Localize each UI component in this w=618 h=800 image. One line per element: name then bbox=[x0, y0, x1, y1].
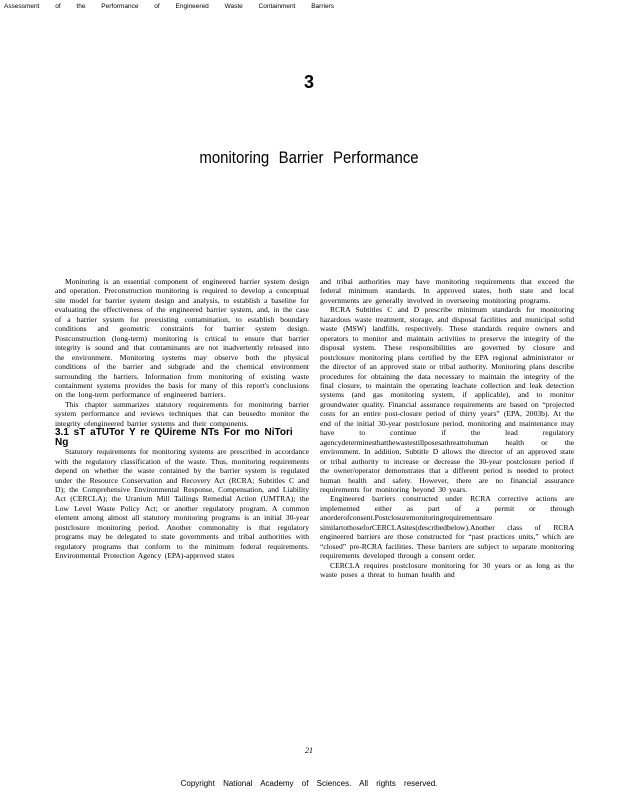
paragraph: This chapter summarizes statutory requirements for monitoring barrier system performance and reviews techniques that can beusedto monitor the integrity ofengineered barrier systems and their components. bbox=[55, 399, 309, 428]
chapter-number: 3 bbox=[303, 72, 314, 92]
right-column bbox=[320, 277, 574, 580]
copyright-notice: Copyright National Academy of Sciences. All rights reserved. bbox=[180, 779, 438, 788]
paragraph: CERCLA requires postclosure monitoring for 30 years or as long as the waste poses a threat to human health and bbox=[320, 560, 574, 580]
chapter-title: monitoring Barrier Performance bbox=[199, 148, 419, 167]
page-number: 21 bbox=[305, 746, 313, 755]
left-column bbox=[55, 277, 309, 561]
paragraph: Monitoring is an essential component of engineered barrier system design and operation. Preconstruction monitoring is required to develop a conceptual site model for barrier system design and analysis, to establish a baseline for evaluating the effectiveness of the engineered barrier system, and, in the case of a barrier system for preexisting contamination, to establish boundary conditions and geometric constraints for barrier system design. Postconstruction (long-term) monitoring is critical to ensure that barrier integrity is sound and that contaminants are not inadvertently released into the environment. Monitoring systems may observe both the physical conditions of the barrier and subgrade and the chemical environment surrounding the barriers. Information from monitoring of existing waste containment systems provides the basis for many of this report's conclusions on the long-term performance of engineered barriers. bbox=[55, 277, 309, 400]
paragraph: Statutory requirements for monitoring systems are prescribed in accordance with the regulatory classification of the waste. Thus, monitoring requirements depend on whether the waste contained by the barrier system is regulated under the Resource Conservation and Recovery Act (RCRA; Subtitles C and D); the Comprehensive Environmental Response, Compensation, and Liability Act (CERCLA); the Uranium Mill Tailings Remedial Action (UMTRA); the Low Level Waste Policy Act; or another regulatory program. A common element among almost all statutory monitoring programs is an initial 30-year postclosure monitoring period. Another commonality is that regulatory programs may be delegated to state governments and tribal authorities with regulatory programs that conform to the minimum federal requirements. Environmental Protection Agency (EPA)-approved states bbox=[55, 447, 309, 561]
paragraph: RCRA Subtitles C and D prescribe minimum standards for monitoring hazardous waste treatment, storage, and disposal facilities and municipal solid waste (MSW) landfills, respectively. These standards require owners and operators to monitor and maintain activities to preserve the integrity of the disposal system. These responsibilities are governed by closure and postclosure monitoring plans certified by the EPA regional administrator or the director of an approved state or tribal authority. Monitoring plans describe procedures for obtaining the data necessary to maintain the integrity of the final closure, to maintain the operating leachate collection and leak detection systems (and gas monitoring system, if applicable), and to monitor groundwater quality. Financial assurance requirements are based on “projected costs for an entire post-closure period of thirty years” (EPA, 2003b). At the end of the initial 30-year postclosure period, monitoring and maintenance may have to continue if the lead regulatory agencydeterminesthatthewastestillposesathreattohuman health or the environment. In addition, Subtitle D allows the director of an approved state or tribal authority to increase or decrease the 30-year postclosure period if the owner/operator demonstrates that a different period is needed to protect human health and safety. However, there are no financial assurance requirements for monitoring beyond 30 years. bbox=[320, 305, 574, 494]
running-head: Assessment of the Performance of Engineered Waste Containment Barriers bbox=[4, 3, 334, 10]
paragraph: Engineered barriers constructed under RCRA corrective actions are implemented either as part of a permit or through anorderofconsent.Postclosuremonitoringrequirementsare similartothoseforCERCLAsites(describedbelow).Another class of RCRA engineered barriers are those constructed for “past practices units,” which are “closed” pre-RCRA facilities. These barriers are subject to separate monitoring requirements developed through a consent order. bbox=[320, 494, 574, 561]
paragraph: and tribal authorities may have monitoring requirements that exceed the federal minimum standards. In approved states, both state and local governments are generally involved in overseeing monitoring programs. bbox=[320, 277, 574, 305]
section-heading: 3.1 sT aTUTor Y re QUireme NTs For mo NiTori Ng bbox=[55, 427, 293, 448]
